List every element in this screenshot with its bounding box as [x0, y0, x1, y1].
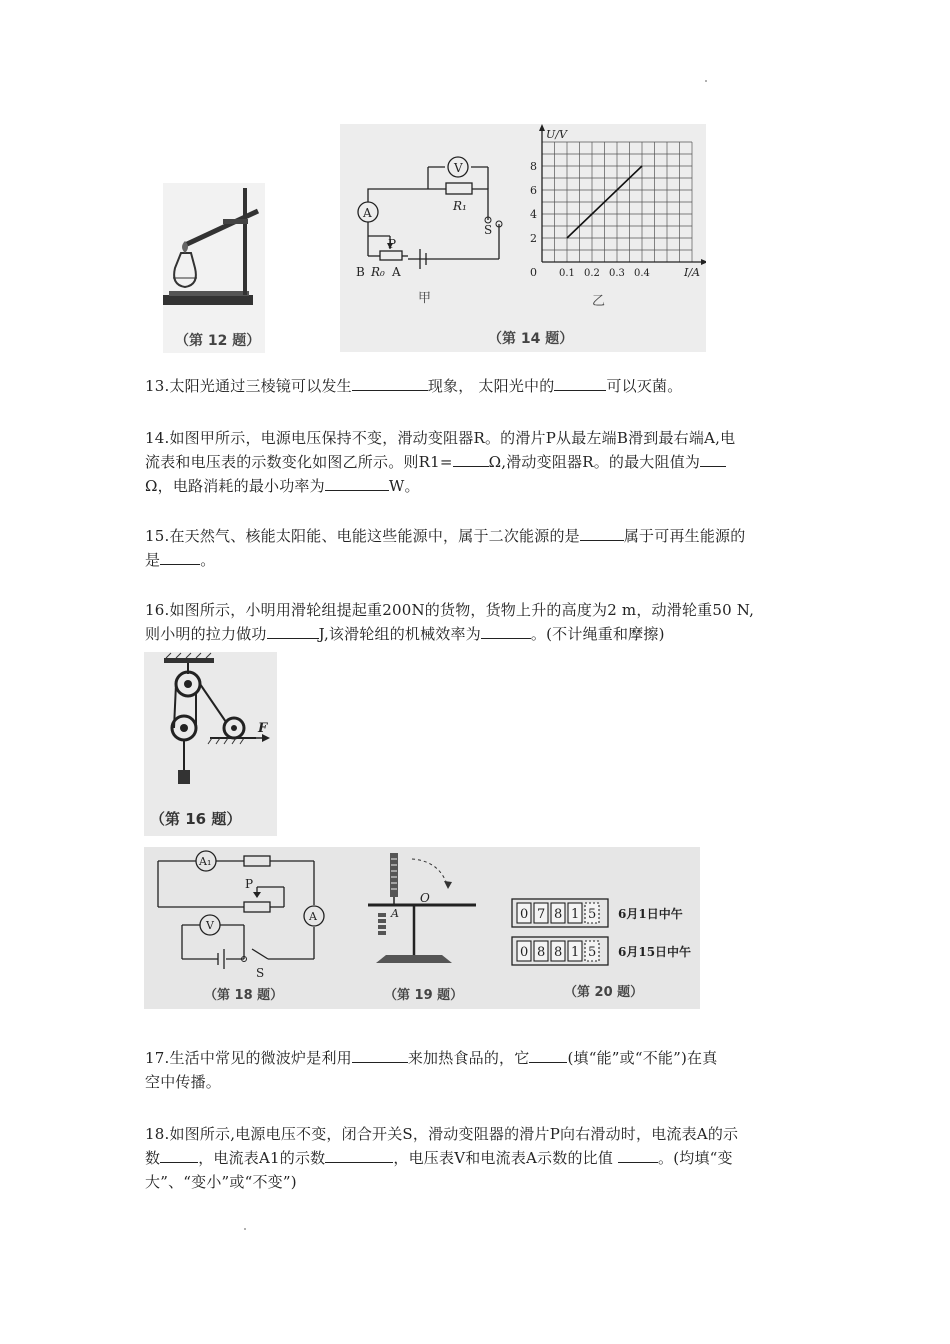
x-axis-label: I/A: [684, 266, 700, 279]
figure-14-graph: [530, 124, 706, 279]
figure-14-caption: （第 14 题）: [488, 331, 574, 347]
meter-digit: 1: [571, 907, 580, 922]
scan-dot: [244, 1228, 246, 1230]
figure-20-caption: （第 20 题）: [564, 985, 644, 1000]
voltmeter-v-label: V: [206, 919, 214, 932]
q14-line-1: 14.如图甲所示，电源电压保持不变，滑动变阻器R。的滑片P从最左端B滑到最右端A,电: [145, 429, 736, 447]
meter-digit: 0: [520, 945, 529, 960]
meter-digit: 5: [588, 907, 597, 922]
figure-18-circuit: [158, 851, 324, 969]
point-a-label: A: [391, 907, 399, 920]
question-16: [145, 598, 815, 646]
q15-text-1: 15.在天然气、核能太阳能、电能这些能源中，属于二次能源的是: [145, 527, 580, 545]
meter-digit: 7: [537, 907, 546, 922]
q16-text-2: 则小明的拉力做功: [145, 625, 267, 643]
q15-answer-blank-2[interactable]: [160, 548, 200, 565]
origin-label: 0: [530, 266, 537, 279]
q18-answer-blank-2[interactable]: [325, 1146, 393, 1163]
q16-text-3: J,该滑轮组的机械效率为: [318, 625, 481, 643]
q15-text-2: 属于可再生能源的: [623, 527, 746, 545]
q13-answer-blank-1[interactable]: [352, 374, 428, 391]
figure-12: [163, 183, 265, 353]
x-tick-label: 0.1: [559, 268, 575, 279]
figure-12-caption: （第 12 题）: [175, 333, 261, 349]
end-b-label: B: [356, 265, 365, 279]
y-tick-label: 8: [530, 160, 537, 173]
q13-answer-blank-2[interactable]: [554, 374, 606, 391]
q18-answer-blank-3[interactable]: [618, 1146, 658, 1163]
slider-label: P: [388, 237, 397, 251]
rheostat-label: R₀: [371, 265, 385, 279]
q13-text-1: 13.太阳光通过三棱镜可以发生: [145, 377, 352, 395]
q18-text-4: ，电压表V和电流表A示数的比值: [393, 1149, 619, 1167]
q16-answer-blank-efficiency[interactable]: [481, 622, 531, 639]
q14-answer-blank-r1[interactable]: [453, 450, 489, 467]
q17-text-1: 17.生活中常见的微波炉是利用: [145, 1049, 352, 1067]
graph-yi-label: 乙: [592, 294, 606, 309]
q16-line-1: 16.如图所示，小明用滑轮组提起重200N的货物，货物上升的高度为2 m，动滑轮重50 N,: [145, 601, 755, 619]
ammeter-a-label: A: [309, 910, 317, 923]
q16-answer-blank-work[interactable]: [267, 622, 319, 639]
q14-text-3: Ω,滑动变阻器R。的最大阻值为: [488, 453, 701, 471]
end-a-label: A: [392, 265, 401, 279]
question-14: [145, 426, 815, 498]
figure-16-caption: （第 16 题）: [150, 810, 242, 828]
y-tick-label: 6: [530, 184, 537, 197]
q17-text-3: (填“能”或“不能”)在真: [567, 1049, 718, 1067]
meter-digit: 8: [537, 945, 546, 960]
meter-date-label: 6月1日中午: [618, 907, 683, 921]
meter-digit: 5: [588, 945, 597, 960]
q15-text-3: 是: [145, 551, 161, 569]
meter-digit: 8: [554, 945, 563, 960]
meter-digit: 0: [520, 907, 529, 922]
x-tick-label: 0.4: [634, 268, 650, 279]
q16-text-4: 。(不计绳重和摩擦): [530, 625, 665, 643]
scan-dot: [705, 80, 707, 82]
q15-answer-blank-1[interactable]: [580, 524, 624, 541]
voltmeter-label: V: [454, 161, 463, 175]
figure-14-circuit: [358, 157, 499, 269]
figure-18-caption: （第 18 题）: [204, 988, 284, 1003]
q14-text-4: Ω，电路消耗的最小功率为: [145, 477, 325, 495]
x-axis-arrow: [701, 259, 706, 265]
y-axis-label: U/V: [546, 128, 567, 141]
question-18: [145, 1122, 815, 1194]
figure-14: [340, 124, 706, 352]
x-tick-label: 0.3: [609, 268, 625, 279]
q17-text-2: 来加热食品的，它: [407, 1049, 530, 1067]
pivot-o-label: O: [420, 891, 430, 905]
question-13: [145, 374, 815, 398]
q18-line-3: 大”、“变小”或“不变”): [145, 1173, 297, 1191]
q18-line-1: 18.如图所示,电源电压不变，闭合开关S，滑动变阻器的滑片P向右滑动时，电流表A的示: [145, 1125, 739, 1143]
meter-digit: 1: [571, 945, 580, 960]
meter-date-label: 6月15日中午: [618, 945, 692, 959]
figure-strip-18-19-20: [144, 847, 700, 1009]
q14-answer-blank-r0[interactable]: [700, 450, 726, 467]
q13-text-3: 可以灭菌。: [606, 377, 683, 395]
circuit-jia-label: 甲: [418, 291, 432, 306]
question-15: [145, 524, 815, 572]
q13-text-2: 现象， 太阳光中的: [427, 377, 555, 395]
question-17: [145, 1046, 815, 1094]
y-tick-label: 4: [530, 208, 537, 221]
figure-19-lever: [368, 853, 476, 963]
q15-text-4: 。: [200, 551, 216, 569]
figure-16: [144, 652, 277, 836]
q18-text-3: ，电流表A1的示数: [198, 1149, 326, 1167]
force-f-label: F: [258, 721, 268, 736]
figure-20-meters: [512, 899, 691, 965]
q14-text-5: W。: [388, 477, 420, 495]
q14-text-2: 流表和电压表的示数变化如图乙所示。则R1=: [145, 453, 453, 471]
q14-answer-blank-power[interactable]: [325, 474, 389, 491]
switch-s-label: S: [256, 966, 265, 980]
q18-text-2: 数: [145, 1149, 161, 1167]
switch-label: S: [484, 223, 493, 237]
q17-answer-blank-2[interactable]: [529, 1046, 567, 1063]
x-tick-label: 0.2: [584, 268, 600, 279]
figure-19-caption: （第 19 题）: [384, 988, 464, 1003]
meter-digit: 8: [554, 907, 563, 922]
q17-answer-blank-1[interactable]: [352, 1046, 408, 1063]
resistor-r1-label: R₁: [453, 199, 467, 213]
y-tick-label: 2: [530, 232, 537, 245]
q18-text-5: 。(均填“变: [658, 1149, 733, 1167]
y-axis-arrow: [539, 124, 545, 131]
ammeter-a1-label: A₁: [199, 855, 212, 868]
q17-line-2: 空中传播。: [145, 1073, 222, 1091]
slider-p-label: P: [245, 877, 254, 891]
q18-answer-blank-1[interactable]: [160, 1146, 198, 1163]
ammeter-label: A: [363, 206, 372, 220]
